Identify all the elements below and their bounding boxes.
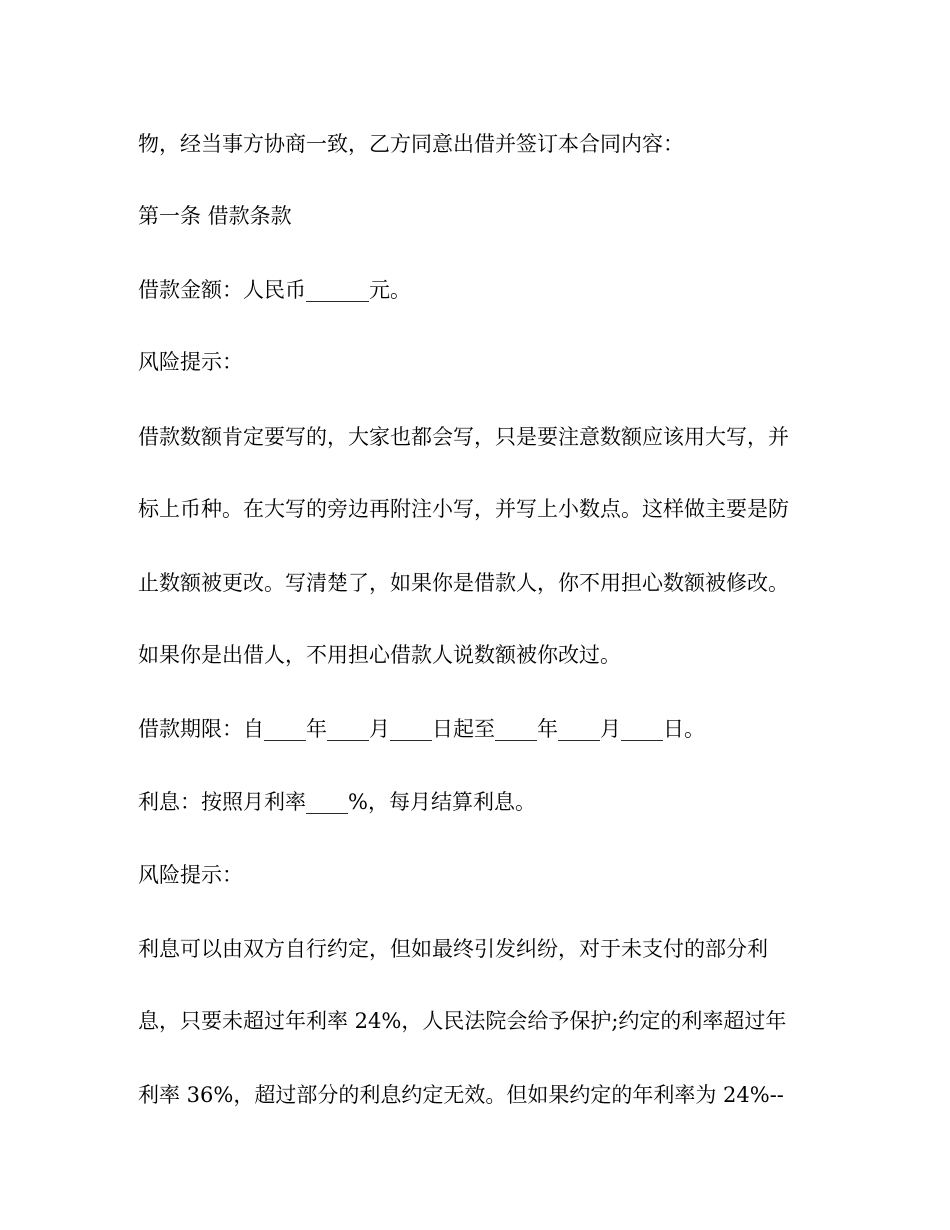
section-heading: 第一条 借款条款 (138, 204, 292, 228)
text-line: 止数额被更改。写清楚了，如果你是借款人，你不用担心数额被修改。 (138, 571, 789, 595)
risk-notice-heading: 风险提示： (138, 863, 243, 887)
text-line: 物，经当事方协商一致，乙方同意出借并签订本合同内容： (138, 132, 684, 156)
text-line: 息，只要未超过年利率 24%，人民法院会给予保护;约定的利率超过年 (138, 1009, 787, 1033)
risk-notice-heading: 风险提示： (138, 350, 243, 374)
text-line: 标上币种。在大写的旁边再附注小写，并写上小数点。这样做主要是防 (138, 497, 789, 521)
text-line: 借款金额：人民币______元。 (138, 278, 411, 302)
text-line: 如果你是出借人，不用担心借款人说数额被你改过。 (138, 643, 621, 667)
text-line: 利息可以由双方自行约定，但如最终引发纠纷，对于未支付的部分利 (138, 937, 768, 961)
text-line: 借款期限：自____年____月____日起至____年____月____日。 (138, 717, 705, 741)
text-line: 利率 36%，超过部分的利息约定无效。但如果约定的年利率为 24%-- (138, 1083, 784, 1107)
text-line: 利息：按照月利率____%，每月结算利息。 (138, 790, 536, 814)
text-line: 借款数额肯定要写的，大家也都会写，只是要注意数额应该用大写，并 (138, 425, 789, 449)
